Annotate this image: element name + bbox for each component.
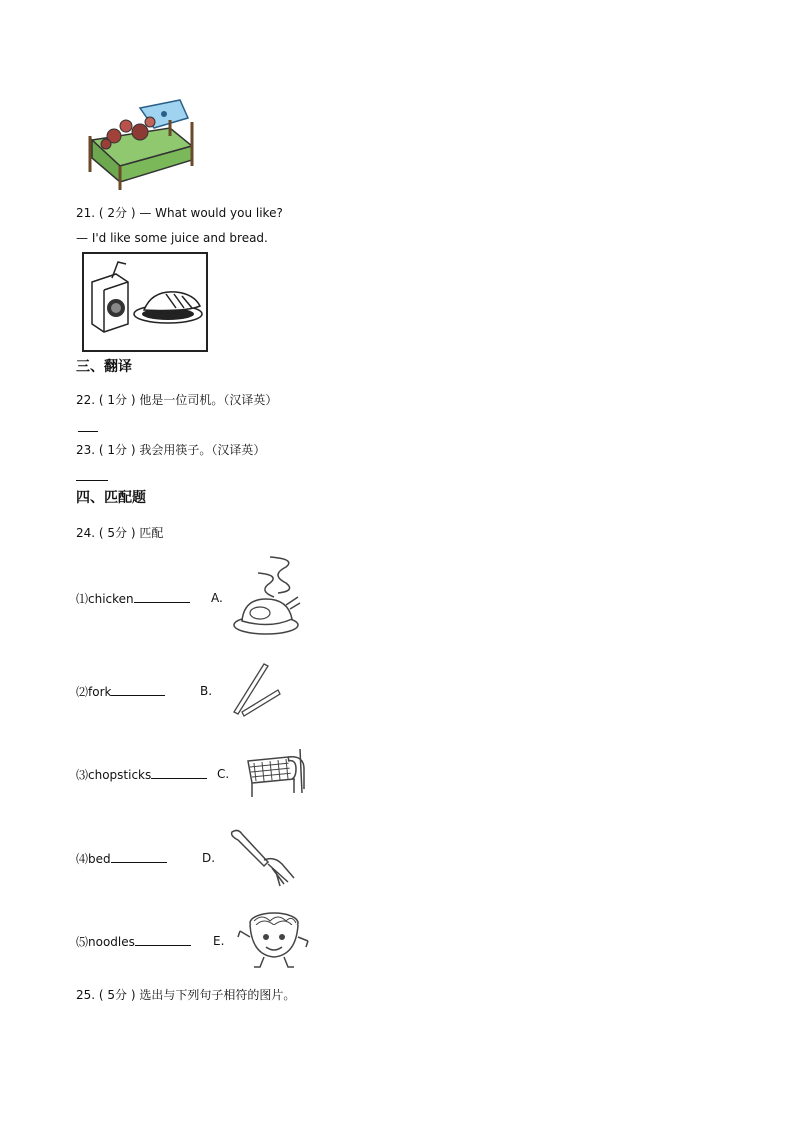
noodles-bowl-icon: [234, 905, 314, 973]
option-letter-a: A.: [211, 591, 223, 605]
option-letter-d: D.: [202, 851, 216, 865]
match-word: ⑵fork: [76, 685, 112, 699]
juice-and-bread-icon: [82, 252, 208, 352]
question-24: 24. ( 5分 ) 匹配: [76, 526, 164, 540]
match-word: ⑸noodles: [76, 935, 135, 949]
section-3-heading: 三、翻译: [76, 359, 132, 375]
match-item-chicken: [76, 590, 190, 607]
match-item-fork: [76, 683, 165, 700]
question-22: 22. ( 1分 ) 他是一位司机。（汉译英）: [76, 393, 278, 407]
match-word: ⑷bed: [76, 852, 111, 866]
chopsticks-icon: [228, 660, 284, 720]
option-letter-e: E.: [213, 934, 225, 948]
match-answer-blank[interactable]: [135, 933, 191, 946]
bed-icon: [244, 743, 310, 801]
question-22-answer-blank[interactable]: [78, 431, 98, 432]
match-answer-blank[interactable]: [151, 766, 207, 779]
section-4-heading: 四、匹配题: [76, 490, 146, 506]
fork-icon: [228, 826, 298, 888]
match-word: ⑴chicken: [76, 592, 134, 606]
match-item-noodles: [76, 933, 191, 950]
question-25: 25. ( 5分 ) 选出与下列句子相符的图片。: [76, 988, 296, 1002]
question-21-dialogue: — I'd like some juice and bread.: [76, 231, 268, 245]
bed-with-toys-icon: [84, 96, 208, 194]
match-answer-blank[interactable]: [111, 683, 165, 696]
question-23-answer-blank[interactable]: [76, 480, 108, 481]
match-answer-blank[interactable]: [134, 590, 190, 603]
question-23: 23. ( 1分 ) 我会用筷子。（汉译英）: [76, 443, 266, 457]
option-letter-c: C.: [217, 767, 230, 781]
match-word: ⑶chopsticks: [76, 768, 152, 782]
roast-chicken-icon: [230, 553, 306, 639]
match-answer-blank[interactable]: [111, 850, 167, 863]
match-item-chopsticks: [76, 766, 207, 783]
option-letter-b: B.: [200, 684, 213, 698]
match-item-bed: [76, 850, 167, 867]
question-21-stem: 21. ( 2分 ) — What would you like?: [76, 206, 283, 220]
